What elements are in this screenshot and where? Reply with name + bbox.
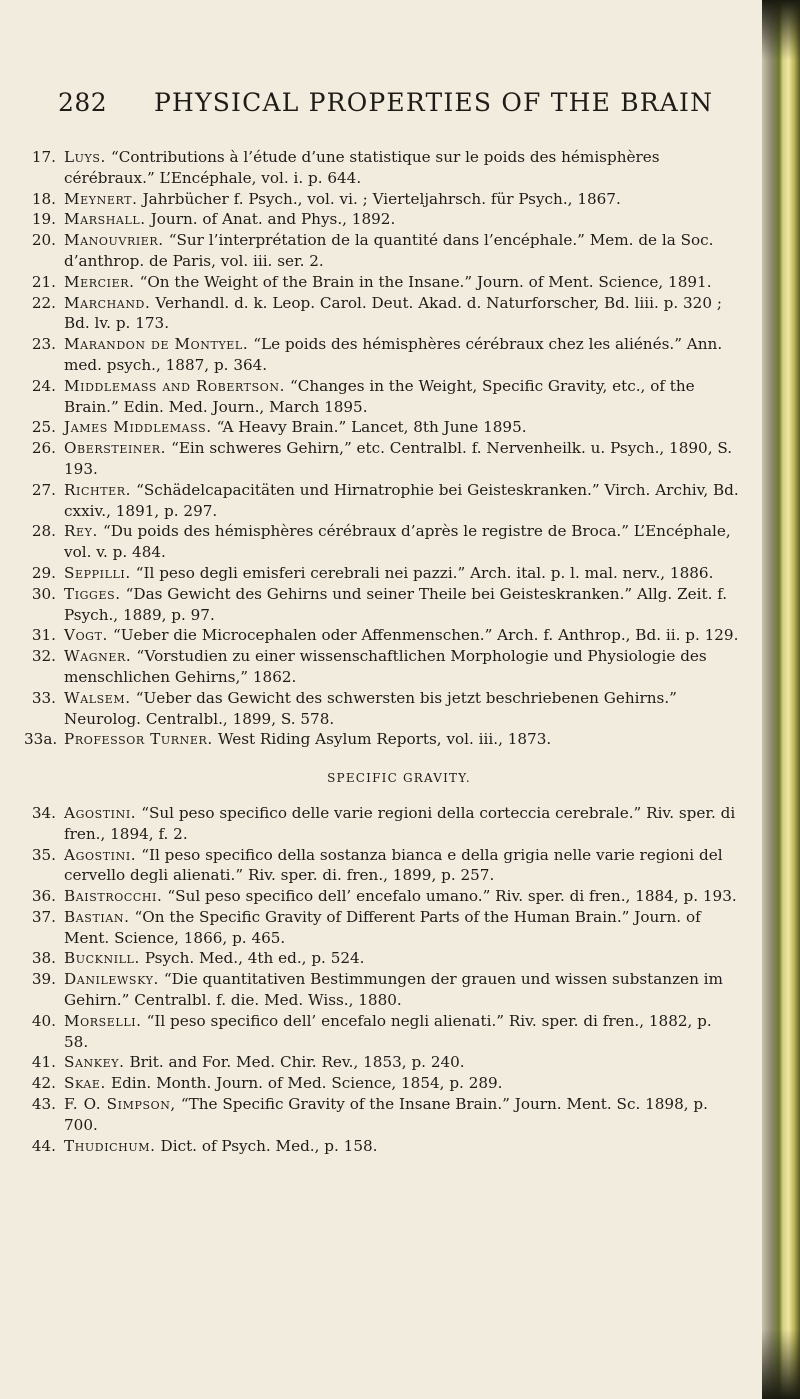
reference-body <box>64 845 740 887</box>
reference-text: Verhandl. d. k. Leop. Carol. Deut. Akad. d. Naturforscher, Bd. liii. p. 320 ; Bd. lv. p. 173. <box>64 293 722 333</box>
reference-number: 34. <box>31 803 56 822</box>
reference-text: “Ueber das Gewicht des schwersten bis jetzt beschriebenen Gehirns.” Neurolog. Centralbl., 1899, S. 578. <box>64 688 677 728</box>
reference-list-part2 <box>24 803 740 1157</box>
running-head: PHYSICAL PROPERTIES OF THE BRAIN <box>154 88 714 117</box>
reference-entry <box>24 729 740 750</box>
reference-body <box>64 521 740 563</box>
reference-text: “The Specific Gravity of the Insane Brain.” Journ. Ment. Sc. 1898, p. 700. <box>64 1095 708 1134</box>
section-title: SPECIFIC GRAVITY. <box>327 771 471 786</box>
reference-text: “Sul peso specifico delle varie regioni della corteccia cerebrale.” Riv. sper. di fren., 1894, f. 2. <box>64 803 736 843</box>
reference-body <box>64 688 740 730</box>
reference-number: 36. <box>31 887 56 906</box>
reference-author: Skae. <box>64 1074 106 1093</box>
reference-text: “Sur l’interprétation de la quantité dans l’encéphale.” Mem. de la Soc. d’anthrop. de Paris, vol. iii. ser. 2. <box>64 231 714 270</box>
reference-text: “Il peso specifico della sostanza bianca e della grigia nelle varie regioni del cervello degli alienati.” Riv. sper. di. fren., 1899, p. 257. <box>64 845 723 885</box>
reference-entry <box>24 417 740 438</box>
reference-body <box>64 272 740 293</box>
reference-entry <box>24 584 740 626</box>
reference-number: 38. <box>31 949 56 968</box>
reference-entry <box>24 886 740 907</box>
reference-number: 32. <box>31 647 56 666</box>
reference-entry <box>24 803 740 845</box>
reference-entry <box>24 334 740 376</box>
reference-number: 21. <box>31 272 56 291</box>
page-number: 282 <box>58 88 108 117</box>
reference-body <box>64 886 740 907</box>
reference-body <box>64 376 740 418</box>
reference-body <box>64 1073 740 1094</box>
reference-author: Obersteiner. <box>64 439 167 458</box>
reference-text: “Die quantitativen Bestimmungen der grauen und wissen substanzen im Gehirn.” Centralbl. f. die. Med. Wiss., 1880. <box>64 970 723 1010</box>
page-header <box>0 88 762 128</box>
reference-entry <box>24 293 740 335</box>
reference-author: Richter. <box>64 480 132 499</box>
reference-body <box>64 417 740 438</box>
reference-body <box>64 189 740 210</box>
reference-number: 20. <box>31 231 56 250</box>
reference-author: Marchand. <box>64 293 151 312</box>
reference-text: Psych. Med., 4th ed., p. 524. <box>144 949 365 968</box>
reference-text: “Il peso degli emisferi cerebrali nei pazzi.” Arch. ital. p. l. mal. nerv., 1886. <box>135 563 714 582</box>
reference-entry <box>24 688 740 730</box>
page-edge-binding <box>762 0 800 1399</box>
reference-entry <box>24 907 740 949</box>
reference-number: 31. <box>31 626 56 645</box>
reference-number: 30. <box>31 584 56 603</box>
reference-body <box>64 948 740 969</box>
reference-entry <box>24 1052 740 1073</box>
reference-body <box>64 1011 740 1053</box>
reference-body <box>64 729 740 750</box>
reference-number: 24. <box>31 376 56 395</box>
reference-text: “A Heavy Brain.” Lancet, 8th June 1895. <box>216 418 527 437</box>
reference-text: “Vorstudien zu einer wissenschaftlichen Morphologie und Physiologie des menschlichen Gehirns,” 1862. <box>64 647 707 686</box>
reference-number: 26. <box>31 439 56 458</box>
reference-body <box>64 334 740 376</box>
reference-entry <box>24 438 740 480</box>
reference-number: 40. <box>31 1011 56 1030</box>
reference-body <box>64 969 740 1011</box>
reference-entry <box>24 646 740 688</box>
reference-entry <box>24 948 740 969</box>
reference-text: “Contributions à l’étude d’une statistique sur le poids des hémisphères cérébraux.” L’Encéphale, vol. i. p. 644. <box>64 148 660 187</box>
reference-text: “Du poids des hémisphères cérébraux d’après le registre de Broca.” L’Encéphale, vol. v. p. 484. <box>64 522 731 562</box>
reference-entry <box>24 1136 740 1157</box>
reference-entry <box>24 625 740 646</box>
reference-author: Manouvrier. <box>64 231 164 250</box>
reference-author: Vogt. <box>64 626 108 645</box>
reference-author: Baistrocchi. <box>64 887 163 906</box>
edge-shadow-top <box>762 0 800 60</box>
reference-number: 33. <box>31 688 56 707</box>
reference-number: 44. <box>31 1136 56 1155</box>
reference-entry <box>24 1094 740 1136</box>
reference-body <box>64 293 740 335</box>
reference-entry <box>24 147 740 189</box>
reference-entry <box>24 480 740 522</box>
reference-body <box>64 1052 740 1073</box>
reference-author: Marshall. <box>64 210 146 229</box>
reference-author: Professor Turner. <box>64 730 213 749</box>
reference-author: James Middlemass. <box>64 418 212 437</box>
reference-number: 43. <box>31 1095 56 1114</box>
reference-author: Agostini. <box>64 803 137 822</box>
reference-author: Wagner. <box>64 647 132 666</box>
reference-text: “Ueber die Microcephalen oder Affenmenschen.” Arch. f. Anthrop., Bd. ii. p. 129. <box>112 626 739 645</box>
reference-author: Luys. <box>64 148 106 166</box>
reference-entry <box>24 376 740 418</box>
reference-text: “Ein schweres Gehirn,” etc. Centralbl. f. Nervenheilk. u. Psych., 1890, S. 193. <box>64 439 733 478</box>
reference-number: 41. <box>31 1053 56 1072</box>
reference-text: Journ. of Anat. and Phys., 1892. <box>150 210 396 229</box>
reference-body <box>64 803 740 845</box>
reference-author: Thudichum. <box>64 1136 156 1155</box>
reference-text: “Das Gewicht des Gehirns und seiner Theile bei Geisteskranken.” Allg. Zeit. f. Psych., 1889, p. 97. <box>64 584 728 624</box>
reference-author: F. O. Simpson, <box>64 1095 176 1114</box>
reference-entry <box>24 563 740 584</box>
reference-text: Brit. and For. Med. Chir. Rev., 1853, p. 240. <box>129 1053 465 1072</box>
reference-body <box>64 480 740 522</box>
reference-author: Rey. <box>64 522 98 541</box>
reference-body <box>64 907 740 949</box>
reference-entry <box>24 189 740 210</box>
reference-body <box>64 646 740 688</box>
reference-body <box>64 147 740 189</box>
reference-body <box>64 209 740 230</box>
reference-body <box>64 1094 740 1136</box>
reference-number: 37. <box>31 907 56 926</box>
reference-entry <box>24 209 740 230</box>
reference-number: 23. <box>31 335 56 354</box>
reference-entry <box>24 1073 740 1094</box>
reference-number: 27. <box>31 480 56 499</box>
reference-number: 42. <box>31 1074 56 1093</box>
reference-number: 35. <box>31 845 56 864</box>
reference-body <box>64 438 740 480</box>
reference-body <box>64 230 740 272</box>
reference-text: Jahrbücher f. Psych., vol. vi. ; Vierteljahrsch. für Psych., 1867. <box>142 189 621 208</box>
reference-author: Bucknill. <box>64 949 140 968</box>
reference-author: Danilewsky. <box>64 970 159 989</box>
reference-text: “Sul peso specifico dell’ encefalo umano.” Riv. sper. di fren., 1884, p. 193. <box>167 887 737 906</box>
reference-list <box>24 147 740 1156</box>
reference-number: 22. <box>31 293 56 312</box>
reference-text: West Riding Asylum Reports, vol. iii., 1873. <box>217 730 552 749</box>
reference-entry <box>24 521 740 563</box>
reference-text: “On the Specific Gravity of Different Parts of the Human Brain.” Journ. of Ment. Science, 1866, p. 465. <box>64 907 701 947</box>
reference-author: Morselli. <box>64 1011 142 1030</box>
reference-author: Bastian. <box>64 907 130 926</box>
reference-author: Agostini. <box>64 845 137 864</box>
reference-number: 29. <box>31 563 56 582</box>
reference-number: 19. <box>31 210 56 229</box>
reference-author: Walsem. <box>64 688 131 707</box>
reference-author: Meynert. <box>64 189 138 208</box>
reference-number: 28. <box>31 522 56 541</box>
reference-text: “Il peso specifico dell’ encefalo negli alienati.” Riv. sper. di fren., 1882, p. 58. <box>64 1011 712 1051</box>
edge-shadow-bottom <box>762 1329 800 1399</box>
reference-author: Seppilli. <box>64 563 131 582</box>
reference-entry <box>24 230 740 272</box>
reference-author: Tigges. <box>64 584 121 603</box>
reference-text: “On the Weight of the Brain in the Insane.” Journ. of Ment. Science, 1891. <box>139 272 712 291</box>
reference-body <box>64 563 740 584</box>
reference-number: 17. <box>31 148 56 166</box>
reference-number: 39. <box>31 970 56 989</box>
reference-entry <box>24 845 740 887</box>
reference-text: “Changes in the Weight, Specific Gravity, etc., of the Brain.” Edin. Med. Journ., March 1895. <box>64 376 695 416</box>
reference-number: 33a. <box>24 730 58 749</box>
reference-number: 18. <box>31 189 56 208</box>
reference-list-part1 <box>24 147 740 750</box>
reference-text: Edin. Month. Journ. of Med. Science, 1854, p. 289. <box>110 1074 503 1093</box>
reference-author: Sankey. <box>64 1053 125 1072</box>
reference-body <box>64 625 740 646</box>
reference-text: “Le poids des hémisphères cérébraux chez les aliénés.” Ann. med. psych., 1887, p. 364. <box>64 335 723 374</box>
reference-body <box>64 584 740 626</box>
reference-author: Mercier. <box>64 272 135 291</box>
reference-author: Middlemass and Robertson. <box>64 376 285 395</box>
reference-entry <box>24 1011 740 1053</box>
reference-entry <box>24 969 740 1011</box>
reference-body <box>64 1136 740 1157</box>
reference-number: 25. <box>31 418 56 437</box>
reference-text: Dict. of Psych. Med., p. 158. <box>160 1136 378 1155</box>
reference-entry <box>24 272 740 293</box>
reference-author: Marandon de Montyel. <box>64 335 249 354</box>
reference-text: “Schädelcapacitäten und Hirnatrophie bei Geisteskranken.” Virch. Archiv, Bd. cxxiv., 1891, p. 297. <box>64 480 739 520</box>
